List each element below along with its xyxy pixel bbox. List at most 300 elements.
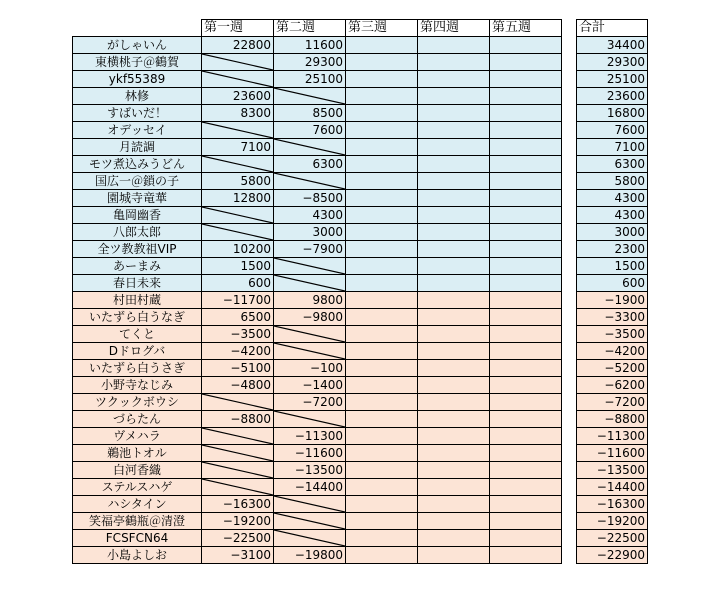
week-4-score-cell[interactable] <box>418 275 490 292</box>
week-3-score-cell[interactable] <box>346 479 418 496</box>
week-3-score-cell[interactable] <box>346 37 418 54</box>
player-name-cell[interactable]: づらたん <box>73 411 202 428</box>
week-3-score-cell[interactable] <box>346 377 418 394</box>
gap-cell <box>562 326 577 343</box>
gap-cell <box>562 445 577 462</box>
week-5-score-cell[interactable] <box>490 224 562 241</box>
table-row <box>73 54 648 71</box>
week-2-score-cell[interactable] <box>274 258 346 275</box>
player-name-cell[interactable]: ヴメハラ <box>73 428 202 445</box>
ranking-table <box>72 19 648 564</box>
total-score-cell[interactable]: 25100 <box>577 71 648 88</box>
player-name-cell[interactable]: ステルスハゲ <box>73 479 202 496</box>
total-score-cell[interactable]: −7200 <box>577 394 648 411</box>
total-score-cell[interactable]: −19200 <box>577 513 648 530</box>
week-2-score-cell[interactable] <box>274 326 346 343</box>
total-score-cell[interactable]: 7600 <box>577 122 648 139</box>
week-5-score-cell[interactable] <box>490 241 562 258</box>
week-5-score-cell[interactable] <box>490 71 562 88</box>
week-3-score-cell[interactable] <box>346 258 418 275</box>
header-week-5[interactable]: 第五週 <box>490 20 562 37</box>
not-played-slash-icon <box>202 156 273 172</box>
player-name-cell[interactable]: がしゃいん <box>73 37 202 54</box>
player-name-cell[interactable]: 村田村蔵 <box>73 292 202 309</box>
player-name-cell[interactable]: モツ煮込みうどん <box>73 156 202 173</box>
week-5-score-cell[interactable] <box>490 309 562 326</box>
total-score-cell[interactable]: −22500 <box>577 530 648 547</box>
week-2-score-cell[interactable]: 3000 <box>274 224 346 241</box>
gap-cell <box>562 309 577 326</box>
week-1-score-cell[interactable]: 10200 <box>202 241 274 258</box>
table-row <box>73 462 648 479</box>
week-3-score-cell[interactable] <box>346 122 418 139</box>
player-name-cell[interactable]: 園城寺竜華 <box>73 190 202 207</box>
week-2-score-cell[interactable]: −9800 <box>274 309 346 326</box>
table-row <box>73 292 648 309</box>
week-4-score-cell[interactable] <box>418 88 490 105</box>
header-row <box>73 20 648 37</box>
week-5-score-cell[interactable] <box>490 292 562 309</box>
week-5-score-cell[interactable] <box>490 173 562 190</box>
player-name-cell[interactable]: ハシタイン <box>73 496 202 513</box>
player-name-cell[interactable]: ツクックボウシ <box>73 394 202 411</box>
week-3-score-cell[interactable] <box>346 326 418 343</box>
header-week-1[interactable]: 第一週 <box>202 20 274 37</box>
total-score-cell[interactable]: −13500 <box>577 462 648 479</box>
player-name-cell[interactable]: 八郎太郎 <box>73 224 202 241</box>
week-4-score-cell[interactable] <box>418 411 490 428</box>
week-2-score-cell[interactable]: −7900 <box>274 241 346 258</box>
week-2-score-cell[interactable] <box>274 496 346 513</box>
week-3-score-cell[interactable] <box>346 309 418 326</box>
week-4-score-cell[interactable] <box>418 173 490 190</box>
gap-cell <box>562 241 577 258</box>
week-5-score-cell[interactable] <box>490 105 562 122</box>
week-1-score-cell[interactable]: 12800 <box>202 190 274 207</box>
total-score-cell[interactable]: 4300 <box>577 207 648 224</box>
week-2-score-cell[interactable]: 8500 <box>274 105 346 122</box>
week-4-score-cell[interactable] <box>418 37 490 54</box>
total-score-cell[interactable]: 34400 <box>577 37 648 54</box>
week-4-score-cell[interactable] <box>418 105 490 122</box>
gap-cell <box>562 122 577 139</box>
week-1-score-cell[interactable]: −4800 <box>202 377 274 394</box>
player-name-cell[interactable]: FCSFCN64 <box>73 530 202 547</box>
week-5-score-cell[interactable] <box>490 513 562 530</box>
week-1-score-cell[interactable]: −19200 <box>202 513 274 530</box>
table-row <box>73 411 648 428</box>
player-name-cell[interactable]: 月読調 <box>73 139 202 156</box>
not-played-slash-icon <box>202 394 273 410</box>
week-2-score-cell[interactable]: 7600 <box>274 122 346 139</box>
gap-cell <box>562 428 577 445</box>
week-3-score-cell[interactable] <box>346 139 418 156</box>
week-3-score-cell[interactable] <box>346 394 418 411</box>
week-3-score-cell[interactable] <box>346 547 418 564</box>
player-name-cell[interactable]: Dドログバ <box>73 343 202 360</box>
week-3-score-cell[interactable] <box>346 445 418 462</box>
week-4-score-cell[interactable] <box>418 479 490 496</box>
gap-cell <box>562 207 577 224</box>
week-1-score-cell[interactable]: 7100 <box>202 139 274 156</box>
week-2-score-cell[interactable]: −11300 <box>274 428 346 445</box>
week-4-score-cell[interactable] <box>418 122 490 139</box>
not-played-slash-icon <box>274 513 345 529</box>
header-total[interactable]: 合計 <box>577 20 648 37</box>
week-2-score-cell[interactable]: −13500 <box>274 462 346 479</box>
not-played-slash-icon <box>274 411 345 427</box>
week-5-score-cell[interactable] <box>490 275 562 292</box>
table-row <box>73 479 648 496</box>
week-5-score-cell[interactable] <box>490 462 562 479</box>
week-3-score-cell[interactable] <box>346 71 418 88</box>
not-played-slash-icon <box>202 54 273 70</box>
week-3-score-cell[interactable] <box>346 156 418 173</box>
week-1-score-cell[interactable]: 6500 <box>202 309 274 326</box>
week-1-score-cell[interactable]: 22800 <box>202 37 274 54</box>
week-2-score-cell[interactable]: 6300 <box>274 156 346 173</box>
week-5-score-cell[interactable] <box>490 411 562 428</box>
table-row <box>73 190 648 207</box>
gap-cell <box>562 479 577 496</box>
gap-cell <box>562 224 577 241</box>
week-3-score-cell[interactable] <box>346 428 418 445</box>
gap-cell <box>562 190 577 207</box>
total-score-cell[interactable]: −11300 <box>577 428 648 445</box>
week-5-score-cell[interactable] <box>490 343 562 360</box>
total-score-cell[interactable]: 6300 <box>577 156 648 173</box>
week-2-score-cell[interactable] <box>274 513 346 530</box>
week-3-score-cell[interactable] <box>346 173 418 190</box>
player-name-cell[interactable]: いたずら白うなぎ <box>73 309 202 326</box>
week-4-score-cell[interactable] <box>418 241 490 258</box>
player-name-cell[interactable]: 春日未来 <box>73 275 202 292</box>
total-score-cell[interactable]: 600 <box>577 275 648 292</box>
week-5-score-cell[interactable] <box>490 139 562 156</box>
table-row <box>73 445 648 462</box>
week-5-score-cell[interactable] <box>490 326 562 343</box>
header-week-2[interactable]: 第二週 <box>274 20 346 37</box>
week-4-score-cell[interactable] <box>418 326 490 343</box>
week-1-score-cell[interactable]: −16300 <box>202 496 274 513</box>
week-3-score-cell[interactable] <box>346 462 418 479</box>
player-name-cell[interactable]: 小野寺なじみ <box>73 377 202 394</box>
player-name-cell[interactable]: 小島よしお <box>73 547 202 564</box>
gap-cell <box>562 105 577 122</box>
week-3-score-cell[interactable] <box>346 190 418 207</box>
table-row <box>73 139 648 156</box>
not-played-slash-icon <box>274 343 345 359</box>
week-2-score-cell[interactable] <box>274 275 346 292</box>
not-played-slash-icon <box>274 530 345 546</box>
week-2-score-cell[interactable]: 11600 <box>274 37 346 54</box>
total-score-cell[interactable]: −11600 <box>577 445 648 462</box>
week-5-score-cell[interactable] <box>490 530 562 547</box>
gap-cell <box>562 139 577 156</box>
week-2-score-cell[interactable]: −8500 <box>274 190 346 207</box>
week-2-score-cell[interactable]: −11600 <box>274 445 346 462</box>
total-score-cell[interactable]: 16800 <box>577 105 648 122</box>
not-played-slash-icon <box>202 224 273 240</box>
week-1-score-cell[interactable]: −11700 <box>202 292 274 309</box>
week-3-score-cell[interactable] <box>346 513 418 530</box>
not-played-slash-icon <box>202 445 273 461</box>
week-5-score-cell[interactable] <box>490 479 562 496</box>
week-1-score-cell[interactable]: −3100 <box>202 547 274 564</box>
week-5-score-cell[interactable] <box>490 156 562 173</box>
total-score-cell[interactable]: −16300 <box>577 496 648 513</box>
week-3-score-cell[interactable] <box>346 530 418 547</box>
gap-cell <box>562 275 577 292</box>
player-name-cell[interactable]: 白河香織 <box>73 462 202 479</box>
week-1-score-cell[interactable]: −22500 <box>202 530 274 547</box>
total-score-cell[interactable]: −8800 <box>577 411 648 428</box>
week-2-score-cell[interactable]: −7200 <box>274 394 346 411</box>
table-row <box>73 530 648 547</box>
week-3-score-cell[interactable] <box>346 88 418 105</box>
gap-cell <box>562 496 577 513</box>
week-4-score-cell[interactable] <box>418 343 490 360</box>
week-4-score-cell[interactable] <box>418 394 490 411</box>
player-name-cell[interactable]: 国広一＠鎖の子 <box>73 173 202 190</box>
table-row <box>73 360 648 377</box>
week-3-score-cell[interactable] <box>346 241 418 258</box>
player-name-cell[interactable]: ykf55389 <box>73 71 202 88</box>
total-score-cell[interactable]: −6200 <box>577 377 648 394</box>
gap-cell <box>562 547 577 564</box>
gap-cell <box>562 411 577 428</box>
gap-cell <box>562 173 577 190</box>
week-1-score-cell[interactable] <box>202 71 274 88</box>
not-played-slash-icon <box>202 479 273 495</box>
total-score-cell[interactable]: −22900 <box>577 547 648 564</box>
header-name-cell <box>73 20 202 37</box>
week-1-score-cell[interactable]: 1500 <box>202 258 274 275</box>
table-row <box>73 326 648 343</box>
total-score-cell[interactable]: 7100 <box>577 139 648 156</box>
week-1-score-cell[interactable]: −3500 <box>202 326 274 343</box>
week-4-score-cell[interactable] <box>418 530 490 547</box>
week-2-score-cell[interactable]: −100 <box>274 360 346 377</box>
week-5-score-cell[interactable] <box>490 122 562 139</box>
week-5-score-cell[interactable] <box>490 54 562 71</box>
not-played-slash-icon <box>274 173 345 189</box>
week-1-score-cell[interactable] <box>202 122 274 139</box>
header-week-3[interactable]: 第三週 <box>346 20 418 37</box>
week-4-score-cell[interactable] <box>418 309 490 326</box>
week-4-score-cell[interactable] <box>418 207 490 224</box>
week-1-score-cell[interactable]: −8800 <box>202 411 274 428</box>
not-played-slash-icon <box>274 496 345 512</box>
week-2-score-cell[interactable]: −14400 <box>274 479 346 496</box>
gap-cell <box>562 462 577 479</box>
table-row <box>73 309 648 326</box>
week-4-score-cell[interactable] <box>418 462 490 479</box>
week-5-score-cell[interactable] <box>490 207 562 224</box>
total-score-cell[interactable]: 23600 <box>577 88 648 105</box>
total-score-cell[interactable]: −3300 <box>577 309 648 326</box>
table-row <box>73 547 648 564</box>
gap-cell <box>562 360 577 377</box>
week-4-score-cell[interactable] <box>418 54 490 71</box>
week-2-score-cell[interactable]: 29300 <box>274 54 346 71</box>
player-name-cell[interactable]: すばいだ！ <box>73 105 202 122</box>
week-2-score-cell[interactable]: 4300 <box>274 207 346 224</box>
week-1-score-cell[interactable]: 8300 <box>202 105 274 122</box>
week-5-score-cell[interactable] <box>490 360 562 377</box>
week-2-score-cell[interactable]: 9800 <box>274 292 346 309</box>
gap-cell <box>562 343 577 360</box>
table-row <box>73 394 648 411</box>
week-4-score-cell[interactable] <box>418 428 490 445</box>
week-2-score-cell[interactable] <box>274 530 346 547</box>
week-1-score-cell[interactable] <box>202 207 274 224</box>
week-2-score-cell[interactable] <box>274 139 346 156</box>
week-4-score-cell[interactable] <box>418 513 490 530</box>
player-name-cell[interactable]: あーまみ <box>73 258 202 275</box>
week-5-score-cell[interactable] <box>490 190 562 207</box>
table-row <box>73 88 648 105</box>
week-1-score-cell[interactable]: 23600 <box>202 88 274 105</box>
week-5-score-cell[interactable] <box>490 445 562 462</box>
week-2-score-cell[interactable] <box>274 173 346 190</box>
total-score-cell[interactable]: −5200 <box>577 360 648 377</box>
week-3-score-cell[interactable] <box>346 343 418 360</box>
week-5-score-cell[interactable] <box>490 496 562 513</box>
week-1-score-cell[interactable] <box>202 394 274 411</box>
player-name-cell[interactable]: オデッセイ <box>73 122 202 139</box>
gap-cell <box>562 394 577 411</box>
player-name-cell[interactable]: 鵜池トオル <box>73 445 202 462</box>
table-row <box>73 105 648 122</box>
week-4-score-cell[interactable] <box>418 377 490 394</box>
table-row <box>73 513 648 530</box>
table-row <box>73 71 648 88</box>
not-played-slash-icon <box>202 71 273 87</box>
gap-cell <box>562 292 577 309</box>
week-4-score-cell[interactable] <box>418 190 490 207</box>
week-2-score-cell[interactable]: 25100 <box>274 71 346 88</box>
total-score-cell[interactable]: 3000 <box>577 224 648 241</box>
week-4-score-cell[interactable] <box>418 156 490 173</box>
not-played-slash-icon <box>274 275 345 291</box>
week-3-score-cell[interactable] <box>346 275 418 292</box>
total-score-cell[interactable]: 2300 <box>577 241 648 258</box>
gap-cell <box>562 156 577 173</box>
player-name-cell[interactable]: 全ツ教教祖VIP <box>73 241 202 258</box>
week-4-score-cell[interactable] <box>418 445 490 462</box>
week-5-score-cell[interactable] <box>490 547 562 564</box>
week-4-score-cell[interactable] <box>418 547 490 564</box>
player-name-cell[interactable]: 笑福亭鶴瓶＠清澄 <box>73 513 202 530</box>
week-3-score-cell[interactable] <box>346 54 418 71</box>
gap-cell <box>562 258 577 275</box>
week-5-score-cell[interactable] <box>490 88 562 105</box>
gap-cell <box>562 88 577 105</box>
total-score-cell[interactable]: −3500 <box>577 326 648 343</box>
week-2-score-cell[interactable] <box>274 88 346 105</box>
total-score-cell[interactable]: 4300 <box>577 190 648 207</box>
week-1-score-cell[interactable] <box>202 54 274 71</box>
week-5-score-cell[interactable] <box>490 258 562 275</box>
not-played-slash-icon <box>202 462 273 478</box>
week-3-score-cell[interactable] <box>346 360 418 377</box>
week-4-score-cell[interactable] <box>418 258 490 275</box>
week-1-score-cell[interactable] <box>202 156 274 173</box>
week-4-score-cell[interactable] <box>418 292 490 309</box>
week-5-score-cell[interactable] <box>490 377 562 394</box>
week-4-score-cell[interactable] <box>418 496 490 513</box>
total-score-cell[interactable]: −1900 <box>577 292 648 309</box>
total-score-cell[interactable]: 1500 <box>577 258 648 275</box>
table-row <box>73 377 648 394</box>
not-played-slash-icon <box>274 88 345 104</box>
week-1-score-cell[interactable]: −5100 <box>202 360 274 377</box>
not-played-slash-icon <box>202 428 273 444</box>
week-1-score-cell[interactable] <box>202 428 274 445</box>
week-5-score-cell[interactable] <box>490 37 562 54</box>
total-score-cell[interactable]: −4200 <box>577 343 648 360</box>
table-row <box>73 156 648 173</box>
total-score-cell[interactable]: 5800 <box>577 173 648 190</box>
not-played-slash-icon <box>274 139 345 155</box>
week-3-score-cell[interactable] <box>346 207 418 224</box>
total-score-cell[interactable]: −14400 <box>577 479 648 496</box>
gap-cell <box>562 513 577 530</box>
week-3-score-cell[interactable] <box>346 411 418 428</box>
table-row <box>73 122 648 139</box>
week-2-score-cell[interactable]: −1400 <box>274 377 346 394</box>
week-2-score-cell[interactable]: −19800 <box>274 547 346 564</box>
week-1-score-cell[interactable] <box>202 445 274 462</box>
gap-cell <box>562 530 577 547</box>
week-5-score-cell[interactable] <box>490 428 562 445</box>
week-1-score-cell[interactable] <box>202 479 274 496</box>
week-4-score-cell[interactable] <box>418 224 490 241</box>
week-4-score-cell[interactable] <box>418 139 490 156</box>
gap-cell <box>562 71 577 88</box>
total-score-cell[interactable]: 29300 <box>577 54 648 71</box>
gap-cell <box>562 20 577 37</box>
week-1-score-cell[interactable]: −4200 <box>202 343 274 360</box>
week-3-score-cell[interactable] <box>346 224 418 241</box>
week-1-score-cell[interactable] <box>202 462 274 479</box>
header-week-4[interactable]: 第四週 <box>418 20 490 37</box>
week-1-score-cell[interactable] <box>202 224 274 241</box>
week-3-score-cell[interactable] <box>346 292 418 309</box>
week-1-score-cell[interactable]: 600 <box>202 275 274 292</box>
table-row <box>73 37 648 54</box>
week-5-score-cell[interactable] <box>490 394 562 411</box>
gap-cell <box>562 54 577 71</box>
week-4-score-cell[interactable] <box>418 360 490 377</box>
player-name-cell[interactable]: 林修 <box>73 88 202 105</box>
player-name-cell[interactable]: てくと <box>73 326 202 343</box>
table-row <box>73 173 648 190</box>
week-1-score-cell[interactable]: 5800 <box>202 173 274 190</box>
player-name-cell[interactable]: 東横桃子＠鶴賀 <box>73 54 202 71</box>
table-row <box>73 258 648 275</box>
week-2-score-cell[interactable] <box>274 343 346 360</box>
week-3-score-cell[interactable] <box>346 496 418 513</box>
player-name-cell[interactable]: いたずら白うさぎ <box>73 360 202 377</box>
week-2-score-cell[interactable] <box>274 411 346 428</box>
week-4-score-cell[interactable] <box>418 71 490 88</box>
not-played-slash-icon <box>274 326 345 342</box>
gap-cell <box>562 37 577 54</box>
player-name-cell[interactable]: 亀岡幽香 <box>73 207 202 224</box>
week-3-score-cell[interactable] <box>346 105 418 122</box>
